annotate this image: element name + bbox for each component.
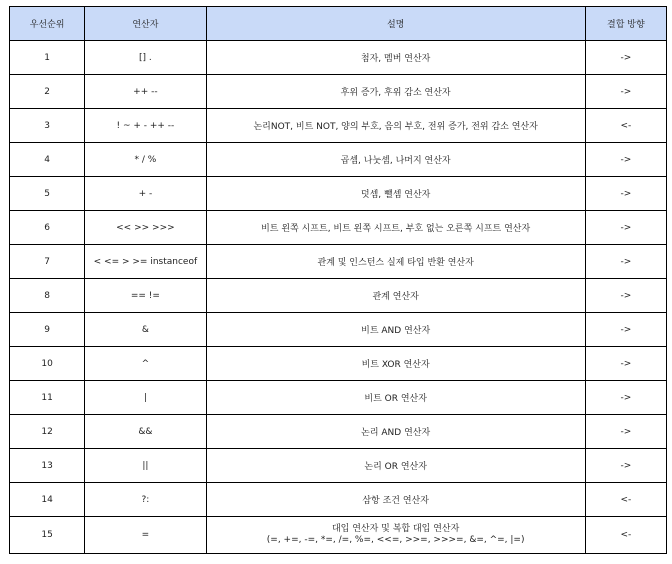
operator-cell: ++ -- [85,75,206,109]
description-cell: 논리 AND 연산자 [206,415,585,449]
precedence-cell: 11 [10,381,85,415]
table-row [10,177,667,211]
header-row [10,7,667,41]
description-cell: 관계 연산자 [206,279,585,313]
operator-cell: == != [85,279,206,313]
precedence-cell: 1 [10,41,85,75]
description-cell: 후위 증가, 후위 감소 연산자 [206,75,585,109]
description-cell: 비트 XOR 연산자 [206,347,585,381]
precedence-cell: 15 [10,517,85,554]
operator-cell: = [85,517,206,554]
associativity-cell: -> [585,313,666,347]
header-associativity: 결합 방향 [585,7,666,41]
associativity-cell: -> [585,449,666,483]
operator-cell: && [85,415,206,449]
associativity-cell: -> [585,177,666,211]
precedence-cell: 3 [10,109,85,143]
associativity-cell: <- [585,109,666,143]
operator-cell: [] . [85,41,206,75]
description-cell [206,517,585,554]
operator-cell: ^ [85,347,206,381]
description-cell: 관계 및 인스턴스 실제 타입 반환 연산자 [206,245,585,279]
description-line-1: 대입 연산자 및 복합 대입 연산자 [331,524,460,534]
precedence-cell: 2 [10,75,85,109]
description-cell: 논리 OR 연산자 [206,449,585,483]
precedence-cell: 8 [10,279,85,313]
associativity-cell: -> [585,347,666,381]
operator-precedence-table [9,6,667,554]
associativity-cell: -> [585,381,666,415]
associativity-cell: <- [585,483,666,517]
table-row [10,143,667,177]
table-row [10,41,667,75]
operator-cell: || [85,449,206,483]
associativity-cell: -> [585,41,666,75]
table-row [10,415,667,449]
precedence-cell: 6 [10,211,85,245]
table-row [10,347,667,381]
description-cell: 비트 AND 연산자 [206,313,585,347]
description-cell: 비트 OR 연산자 [206,381,585,415]
table-row [10,75,667,109]
precedence-cell: 9 [10,313,85,347]
operator-cell: & [85,313,206,347]
description-cell: 첨자, 멤버 연산자 [206,41,585,75]
table-row [10,381,667,415]
precedence-cell: 7 [10,245,85,279]
description-cell: 삼항 조건 연산자 [206,483,585,517]
header-operator: 연산자 [85,7,206,41]
precedence-cell: 13 [10,449,85,483]
associativity-cell: -> [585,245,666,279]
header-precedence: 우선순위 [10,7,85,41]
description-cell: 논리NOT, 비트 NOT, 양의 부호, 음의 부호, 전위 증가, 전위 감소 연산자 [206,109,585,143]
associativity-cell: -> [585,415,666,449]
table-row [10,449,667,483]
associativity-cell: -> [585,75,666,109]
precedence-cell: 5 [10,177,85,211]
table-row [10,211,667,245]
associativity-cell: -> [585,279,666,313]
description-line-2: (=, +=, -=, *=, /=, %=, <<=, >>=, >>>=, &=, ^=, |=) [266,535,525,545]
associativity-cell: <- [585,517,666,554]
operator-cell: | [85,381,206,415]
operator-cell: ?: [85,483,206,517]
table-row [10,517,667,554]
precedence-cell: 4 [10,143,85,177]
precedence-cell: 14 [10,483,85,517]
table-row [10,279,667,313]
description-cell: 비트 왼쪽 시프트, 비트 왼쪽 시프트, 부호 없는 오른쪽 시프트 연산자 [206,211,585,245]
operator-cell: < <= > >= instanceof [85,245,206,279]
associativity-cell: -> [585,211,666,245]
table-row [10,245,667,279]
associativity-cell: -> [585,143,666,177]
precedence-cell: 10 [10,347,85,381]
table-row [10,313,667,347]
operator-cell: * / % [85,143,206,177]
operator-cell: ! ~ + - ++ -- [85,109,206,143]
precedence-cell: 12 [10,415,85,449]
table-row [10,109,667,143]
table-row [10,483,667,517]
description-cell: 곱셈, 나눗셈, 나머지 연산자 [206,143,585,177]
operator-cell: << >> >>> [85,211,206,245]
operator-cell: + - [85,177,206,211]
header-description: 설명 [206,7,585,41]
description-cell: 덧셈, 뺄셈 연산자 [206,177,585,211]
